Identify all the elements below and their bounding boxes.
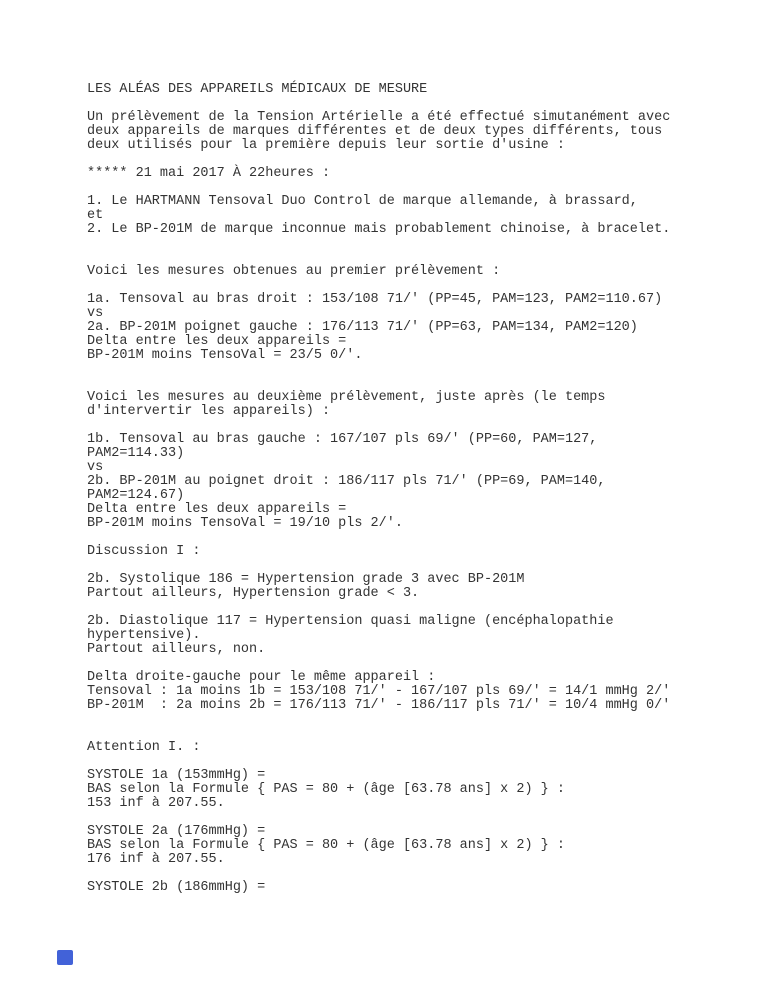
text-line: Delta entre les deux appareils = <box>87 502 347 517</box>
text-line: 2b. Diastolique 117 = Hypertension quasi maligne (encéphalopathie <box>87 614 614 629</box>
text-line: Un prélèvement de la Tension Artérielle a été effectué simutanément avec <box>87 110 671 125</box>
text-line <box>87 153 747 167</box>
text-line: BP-201M : 2a moins 2b = 176/113 71/' - 186/117 pls 71/' = 10/4 mmHg 0/' <box>87 698 671 713</box>
text-line: SYSTOLE 2b (186mmHg) = <box>87 880 266 895</box>
text-line: 2. Le BP-201M de marque inconnue mais probablement chinoise, à bracelet. <box>87 222 671 237</box>
text-line: Voici les mesures au deuxième prélèvement, juste après (le temps <box>87 390 606 405</box>
text-line: Delta entre les deux appareils = <box>87 334 347 349</box>
text-line: et <box>87 208 104 223</box>
text-line: ***** 21 mai 2017 À 22heures : <box>87 166 331 181</box>
text-line <box>87 97 747 111</box>
text-line <box>87 531 747 545</box>
text-line: 1a. Tensoval au bras droit : 153/108 71/' (PP=45, PAM=123, PAM2=110.67) <box>87 292 663 307</box>
text-line <box>87 657 747 671</box>
text-line <box>87 279 747 293</box>
text-line: 2b. Systolique 186 = Hypertension grade 3 avec BP-201M <box>87 572 525 587</box>
text-line <box>87 601 747 615</box>
text-line: 153 inf à 207.55. <box>87 796 225 811</box>
text-line <box>87 419 747 433</box>
text-line: vs <box>87 306 104 321</box>
text-line: Voici les mesures obtenues au premier prélèvement : <box>87 264 501 279</box>
text-line: Partout ailleurs, Hypertension grade < 3. <box>87 586 420 601</box>
text-line: PAM2=124.67) <box>87 488 185 503</box>
text-line <box>87 755 747 769</box>
text-line <box>87 811 747 825</box>
text-line <box>87 237 747 251</box>
text-line: 176 inf à 207.55. <box>87 852 225 867</box>
text-line <box>87 363 747 377</box>
text-line: BAS selon la Formule { PAS = 80 + (âge [63.78 ans] x 2) } : <box>87 838 565 853</box>
text-line: 2a. BP-201M poignet gauche : 176/113 71/' (PP=63, PAM=134, PAM2=120) <box>87 320 638 335</box>
text-line: BAS selon la Formule { PAS = 80 + (âge [63.78 ans] x 2) } : <box>87 782 565 797</box>
text-line <box>87 713 747 727</box>
text-line: vs <box>87 460 104 475</box>
text-line <box>87 867 747 881</box>
text-line: d'intervertir les appareils) : <box>87 404 331 419</box>
text-line: BP-201M moins TensoVal = 23/5 0/'. <box>87 348 363 363</box>
text-line <box>87 727 747 741</box>
document-text <box>87 83 747 895</box>
document-title: LES ALÉAS DES APPAREILS MÉDICAUX DE MESURE <box>87 82 428 97</box>
text-line: deux utilisés pour la première depuis leur sortie d'usine : <box>87 138 565 153</box>
text-line <box>87 559 747 573</box>
text-line: hypertensive). <box>87 628 201 643</box>
text-line: SYSTOLE 1a (153mmHg) = <box>87 768 266 783</box>
text-line: 1b. Tensoval au bras gauche : 167/107 pls 69/' (PP=60, PAM=127, <box>87 432 598 447</box>
text-line <box>87 251 747 265</box>
selection-marker[interactable] <box>57 950 73 965</box>
text-line: deux appareils de marques différentes et de deux types différents, tous <box>87 124 663 139</box>
text-line: SYSTOLE 2a (176mmHg) = <box>87 824 266 839</box>
text-line: BP-201M moins TensoVal = 19/10 pls 2/'. <box>87 516 403 531</box>
text-line: Attention I. : <box>87 740 201 755</box>
text-line <box>87 181 747 195</box>
text-line: Delta droite-gauche pour le même appareil : <box>87 670 436 685</box>
text-line <box>87 377 747 391</box>
text-line: 2b. BP-201M au poignet droit : 186/117 pls 71/' (PP=69, PAM=140, <box>87 474 606 489</box>
text-line: 1. Le HARTMANN Tensoval Duo Control de marque allemande, à brassard, <box>87 194 638 209</box>
text-line: Tensoval : 1a moins 1b = 153/108 71/' - 167/107 pls 69/' = 14/1 mmHg 2/' <box>87 684 671 699</box>
text-line: PAM2=114.33) <box>87 446 185 461</box>
text-line: Partout ailleurs, non. <box>87 642 266 657</box>
text-line: Discussion I : <box>87 544 201 559</box>
